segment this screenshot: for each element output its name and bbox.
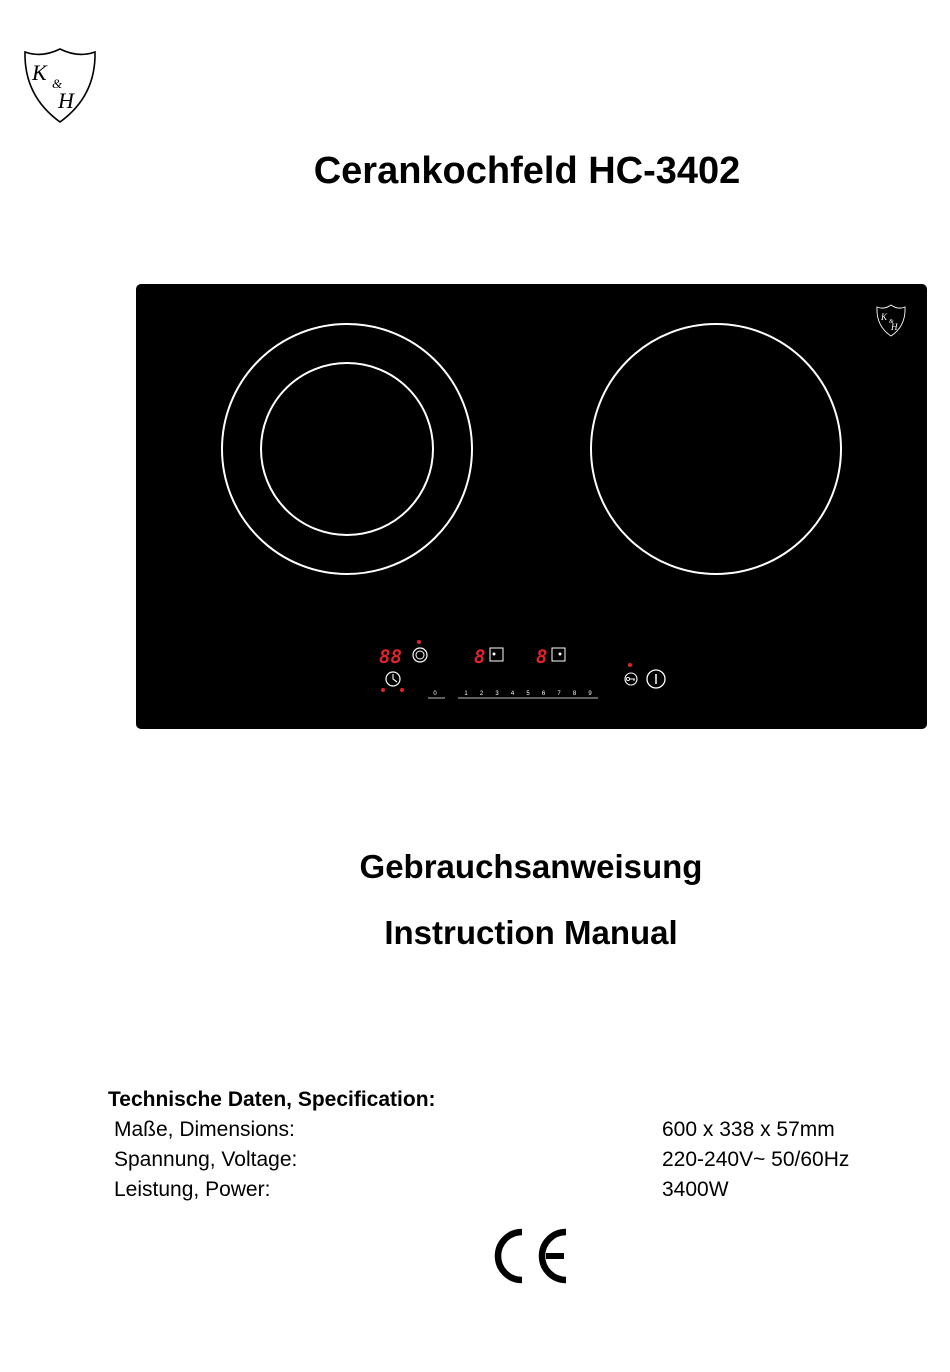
svg-text:K: K	[881, 312, 888, 322]
logo-letter-k: K	[32, 60, 47, 85]
slider-level-8[interactable]: 8	[572, 691, 577, 697]
slider-level-5[interactable]: 5	[526, 691, 530, 697]
spec-value-voltage: 220-240V~ 50/60Hz	[662, 1148, 850, 1171]
subtitle-english: Instruction Manual	[384, 914, 678, 951]
slider-level-2[interactable]: 2	[479, 691, 484, 697]
spec-value-power: 3400W	[662, 1178, 729, 1201]
logo-letter-h: H	[58, 88, 74, 113]
clock-dot-left	[381, 688, 385, 692]
svg-text:H: H	[891, 322, 898, 332]
spec-label-voltage: Spannung, Voltage:	[114, 1148, 298, 1171]
page-title: Cerankochfeld HC-3402	[313, 150, 741, 192]
spec-heading: Technische Daten, Specification:	[108, 1088, 436, 1111]
slider-level-3[interactable]: 3	[495, 691, 499, 697]
slider-level-4[interactable]: 4	[510, 691, 515, 697]
spec-label-power: Leistung, Power:	[114, 1178, 271, 1201]
spec-value-dimensions: 600 x 338 x 57mm	[662, 1118, 835, 1141]
left-zone-display: 8	[474, 646, 486, 668]
cooktop-illustration	[136, 284, 927, 729]
lock-indicator-dot	[628, 663, 632, 667]
subtitle-german: Gebrauchsanweisung	[359, 848, 703, 885]
slider-level-9[interactable]: 9	[588, 691, 592, 697]
slider-level-0[interactable]: 0	[433, 691, 437, 697]
clock-dot-right	[400, 688, 404, 692]
timer-display: 88	[379, 646, 402, 668]
ce-mark	[490, 1226, 572, 1286]
logo-ampersand: &	[52, 76, 63, 91]
svg-text:&: &	[889, 319, 894, 325]
spec-label-dimensions: Maße, Dimensions:	[114, 1118, 295, 1141]
right-zone-display: 8	[536, 646, 548, 668]
brand-logo	[22, 46, 98, 124]
slider-level-1[interactable]: 1	[464, 691, 468, 697]
slider-level-7[interactable]: 7	[557, 691, 561, 697]
timer-indicator-dot	[417, 640, 421, 644]
slider-level-6[interactable]: 6	[541, 691, 546, 697]
